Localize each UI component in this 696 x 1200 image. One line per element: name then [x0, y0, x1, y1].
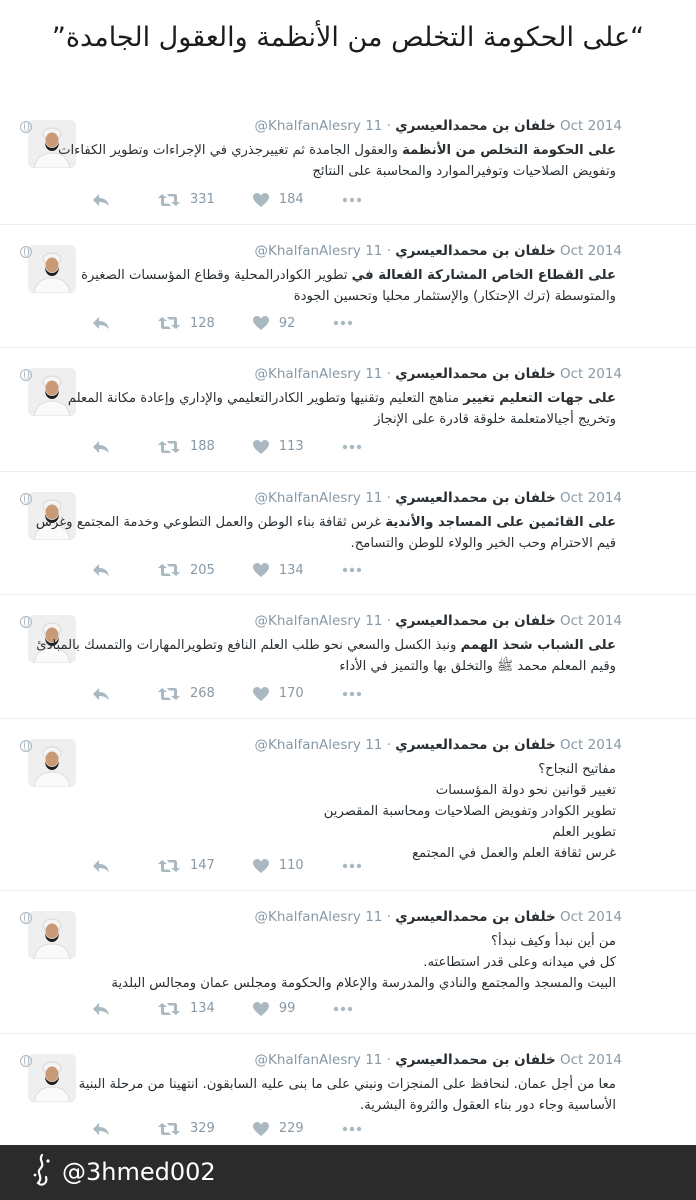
- reply-button[interactable]: [92, 859, 120, 873]
- retweet-icon: [158, 440, 180, 454]
- tweet-body-text: ونبذ الكسل والسعي نحو طلب العلم النافع وتطويرالمهارات والتمسك بالمبادئ وقيم المعلم محمد ﷺ والتخلق بها والتميز في الأداء: [36, 638, 616, 674]
- tweet-author[interactable]: خلفان بن محمدالعيسري: [395, 1051, 556, 1068]
- reply-icon: [92, 1002, 110, 1016]
- more-button[interactable]: [342, 863, 372, 869]
- tweet-text: [30, 512, 616, 554]
- retweet-icon: [158, 1002, 180, 1016]
- globe-icon: [20, 121, 32, 133]
- tweet-text: [30, 759, 616, 864]
- retweet-icon: [158, 563, 180, 577]
- retweet-button[interactable]: [158, 439, 215, 454]
- tweet-handle[interactable]: @KhalfanAlesry: [254, 242, 361, 259]
- tweet-bold-text: على الشباب شحذ الهمم: [460, 638, 616, 653]
- globe-icon: [20, 369, 32, 381]
- like-count: 113: [278, 439, 304, 454]
- tweet-feed: [0, 100, 696, 1153]
- heart-icon: [253, 563, 269, 577]
- like-button[interactable]: [253, 439, 304, 454]
- globe-icon: [20, 1055, 32, 1067]
- tweet-meta: @KhalfanAlesry خلفان بن محمدالعيسري · 11 Oct 2014: [254, 908, 622, 925]
- reply-button[interactable]: [92, 1122, 120, 1136]
- more-button[interactable]: [342, 567, 372, 573]
- tweet[interactable]: [0, 471, 696, 595]
- tweet-date[interactable]: 11 Oct 2014: [365, 242, 622, 259]
- more-icon: [342, 567, 362, 573]
- retweet-button[interactable]: [158, 1001, 215, 1016]
- more-icon: [342, 863, 362, 869]
- tweet-author[interactable]: خلفان بن محمدالعيسري: [395, 613, 556, 629]
- retweet-icon: [158, 193, 180, 207]
- retweet-count: 329: [190, 1121, 215, 1136]
- like-button[interactable]: [253, 1001, 296, 1016]
- more-button[interactable]: [342, 1126, 372, 1132]
- like-button[interactable]: [253, 1121, 304, 1136]
- retweet-button[interactable]: [158, 858, 215, 873]
- retweet-button[interactable]: [158, 563, 215, 578]
- tweet-handle[interactable]: @KhalfanAlesry: [254, 118, 361, 134]
- heart-icon: [253, 316, 269, 330]
- tweet-actions: [92, 190, 410, 210]
- tweet-date[interactable]: 11 Oct 2014: [365, 1051, 622, 1068]
- retweet-button[interactable]: [158, 1121, 215, 1136]
- tweet-meta: @KhalfanAlesry خلفان بن محمدالعيسري · 11 Oct 2014: [254, 736, 622, 753]
- tweet-text: [30, 931, 616, 994]
- tweet-text: [30, 140, 616, 182]
- tweet[interactable]: [0, 890, 696, 1033]
- reply-button[interactable]: [92, 193, 120, 207]
- globe-icon: [20, 740, 32, 752]
- tweet-handle[interactable]: @KhalfanAlesry: [254, 489, 361, 506]
- retweet-count: 205: [190, 562, 215, 578]
- retweet-button[interactable]: [158, 192, 215, 207]
- reply-button[interactable]: [92, 316, 120, 330]
- heart-icon: [253, 440, 269, 454]
- tweet-bold-text: على القائمين على المساجد والأندية: [385, 514, 616, 530]
- tweet[interactable]: [0, 347, 696, 471]
- reply-button[interactable]: [92, 1002, 120, 1016]
- retweet-icon: [158, 1122, 180, 1136]
- tweet-date[interactable]: 11 Oct 2014: [365, 366, 622, 382]
- retweet-count: 268: [190, 686, 215, 701]
- tweet-meta: @KhalfanAlesry خلفان بن محمدالعيسري · 11 Oct 2014: [254, 366, 622, 382]
- tweet-author[interactable]: خلفان بن محمدالعيسري: [395, 736, 556, 753]
- more-button[interactable]: [342, 444, 372, 450]
- more-button[interactable]: [333, 320, 363, 326]
- footer-handle: @3hmed002: [62, 1158, 216, 1186]
- like-count: 92: [278, 315, 296, 331]
- globe-icon: [20, 616, 32, 628]
- like-button[interactable]: [253, 192, 304, 207]
- reply-button[interactable]: [92, 440, 120, 454]
- more-icon: [342, 1126, 362, 1132]
- tweet-date[interactable]: 11 Oct 2014: [365, 489, 622, 506]
- like-count: 170: [278, 686, 304, 701]
- tweet-author[interactable]: خلفان بن محمدالعيسري: [395, 242, 556, 259]
- globe-icon: [20, 912, 32, 924]
- more-icon: [342, 691, 362, 697]
- tweet-meta: @KhalfanAlesry خلفان بن محمدالعيسري · 11 Oct 2014: [254, 613, 622, 629]
- tweet[interactable]: [0, 1033, 696, 1153]
- tweet-actions: [92, 1119, 410, 1139]
- heart-icon: [253, 1122, 269, 1136]
- retweet-icon: [158, 687, 180, 701]
- reply-icon: [92, 859, 110, 873]
- tweet-body-text: غرس ثقافة بناء الوطن والعمل التطوعي وخدمة المجتمع وغرس قيم الاحترام وحب الخير والولاء للوطن والتسامح.: [35, 514, 616, 551]
- reply-icon: [92, 193, 110, 207]
- footer-bar: [0, 1145, 696, 1200]
- tweet[interactable]: [0, 100, 696, 224]
- more-button[interactable]: [333, 1006, 363, 1012]
- like-button[interactable]: [253, 858, 304, 873]
- reply-button[interactable]: [92, 687, 120, 701]
- like-count: 99: [278, 1001, 296, 1016]
- retweet-count: 188: [190, 439, 215, 454]
- tweet[interactable]: [0, 594, 696, 718]
- tweet-date[interactable]: 11 Oct 2014: [365, 118, 622, 134]
- retweet-icon: [158, 316, 180, 330]
- like-button[interactable]: [253, 686, 304, 701]
- reply-icon: [92, 563, 110, 577]
- heart-icon: [253, 193, 269, 207]
- tweet-actions: [92, 684, 410, 704]
- like-button[interactable]: [253, 316, 296, 331]
- tweet-bold-text: على الحكومة التخلص من الأنظمة: [402, 143, 616, 158]
- tweet-handle[interactable]: @KhalfanAlesry: [254, 366, 361, 382]
- reply-icon: [92, 440, 110, 454]
- tweet-body-text: معا من أجل عمان. لنحافظ على المنجزات ونبني على ما بنى عليه السابقون. انتهينا من مرحلة البنية الأساسية وجاء دور بناء العقول والثروة البشرية.: [78, 1076, 616, 1113]
- heart-icon: [253, 687, 269, 701]
- retweet-icon: [158, 859, 180, 873]
- tweet-actions: [92, 313, 401, 333]
- like-count: 134: [278, 562, 304, 578]
- tweet-handle[interactable]: @KhalfanAlesry: [254, 736, 361, 753]
- more-icon: [342, 197, 362, 203]
- tweet-date[interactable]: 11 Oct 2014: [365, 908, 622, 925]
- reply-button[interactable]: [92, 563, 120, 577]
- tweet-bold-text: على القطاع الخاص المشاركة الفعالة في: [351, 267, 616, 283]
- globe-icon: [20, 246, 32, 258]
- retweet-count: 128: [190, 315, 215, 331]
- tweet-actions: [92, 999, 401, 1019]
- tweet-body-text: مفاتيح النجاح؟ تغيير قوانين نحو دولة المؤسسات تطوير الكوادر وتفويض الصلاحيات ومحاسبة المقصرين تطوير العلم غرس ثقافة العلم والعمل في المجتمع: [323, 761, 616, 861]
- tweet-bold-text: على جهات التعليم تغيير: [463, 391, 616, 406]
- more-icon: [333, 1006, 353, 1012]
- tweet[interactable]: [0, 718, 696, 890]
- tweet-meta: @KhalfanAlesry خلفان بن محمدالعيسري · 11 Oct 2014: [254, 1051, 622, 1068]
- reply-icon: [92, 687, 110, 701]
- heart-icon: [253, 859, 269, 873]
- tweet-date[interactable]: 11 Oct 2014: [365, 613, 622, 629]
- tweet-meta: @KhalfanAlesry خلفان بن محمدالعيسري · 11 Oct 2014: [254, 118, 622, 134]
- tweet-author[interactable]: خلفان بن محمدالعيسري: [395, 489, 556, 506]
- tweet-actions: [92, 856, 410, 876]
- more-button[interactable]: [342, 197, 372, 203]
- heart-icon: [253, 1002, 269, 1016]
- tweet-text: [30, 388, 616, 430]
- tweet-text: [30, 265, 616, 307]
- like-button[interactable]: [253, 563, 304, 578]
- retweet-button[interactable]: [158, 316, 215, 331]
- tweet-meta: @KhalfanAlesry خلفان بن محمدالعيسري · 11 Oct 2014: [254, 242, 622, 259]
- tweet-body-text: والعقول الجامدة ثم تغييرجذري في الإجراءات وتطوير الكفاءات وتفويض الصلاحيات وتوفيرالموارد والمحاسبة على النتائج: [58, 143, 616, 179]
- tweet-handle[interactable]: @KhalfanAlesry: [254, 613, 361, 629]
- tweet-date[interactable]: 11 Oct 2014: [365, 736, 622, 753]
- tweet-actions: [92, 437, 410, 457]
- tweet-author[interactable]: خلفان بن محمدالعيسري: [395, 118, 556, 134]
- retweet-count: 331: [190, 192, 215, 207]
- more-icon: [342, 444, 362, 450]
- tweet-text: [30, 635, 616, 677]
- tweet-body-text: تطوير الكوادرالمحلية وقطاع المؤسسات الصغيرة والمتوسطة (ترك الإحتكار) والإستثمار محليا وتحسين الجودة: [81, 267, 616, 304]
- tweet-text: [30, 1074, 616, 1116]
- tweet-actions: [92, 560, 410, 580]
- like-count: 184: [278, 192, 304, 207]
- globe-icon: [20, 493, 32, 505]
- more-icon: [333, 320, 353, 326]
- tweet-handle[interactable]: @KhalfanAlesry: [254, 1051, 361, 1068]
- tweet[interactable]: [0, 224, 696, 348]
- retweet-button[interactable]: [158, 686, 215, 701]
- reply-icon: [92, 1122, 110, 1136]
- retweet-count: 134: [190, 1001, 215, 1016]
- tweet-author[interactable]: خلفان بن محمدالعيسري: [395, 366, 556, 382]
- reply-icon: [92, 316, 110, 330]
- like-count: 229: [278, 1121, 304, 1136]
- tweet-body-text: مناهج التعليم وتقنيها وتطوير الكادرالتعليمي والإداري وإعادة مكانة المعلم وتخريج أجيالامتعلمة خلوقة قادرة على الإنجاز: [67, 391, 616, 427]
- more-button[interactable]: [342, 691, 372, 697]
- headline: “على الحكومة التخلص من الأنظمة والعقول الجامدة”: [51, 22, 645, 53]
- tweet-meta: @KhalfanAlesry خلفان بن محمدالعيسري · 11 Oct 2014: [254, 489, 622, 506]
- tweet-body-text: من أين نبدأ وكيف نبدأ؟ كل في ميدانه وعلى قدر استطاعته. البيت والمسجد والمجتمع والنادي والمدرسة والإعلام والحكومة ومجلس عمان ومجالس البلدية: [111, 933, 616, 991]
- calligraphy-logo-icon: [28, 1153, 56, 1191]
- tweet-author[interactable]: خلفان بن محمدالعيسري: [395, 908, 556, 925]
- tweet-handle[interactable]: @KhalfanAlesry: [254, 908, 361, 925]
- retweet-count: 147: [190, 858, 215, 873]
- like-count: 110: [278, 858, 304, 873]
